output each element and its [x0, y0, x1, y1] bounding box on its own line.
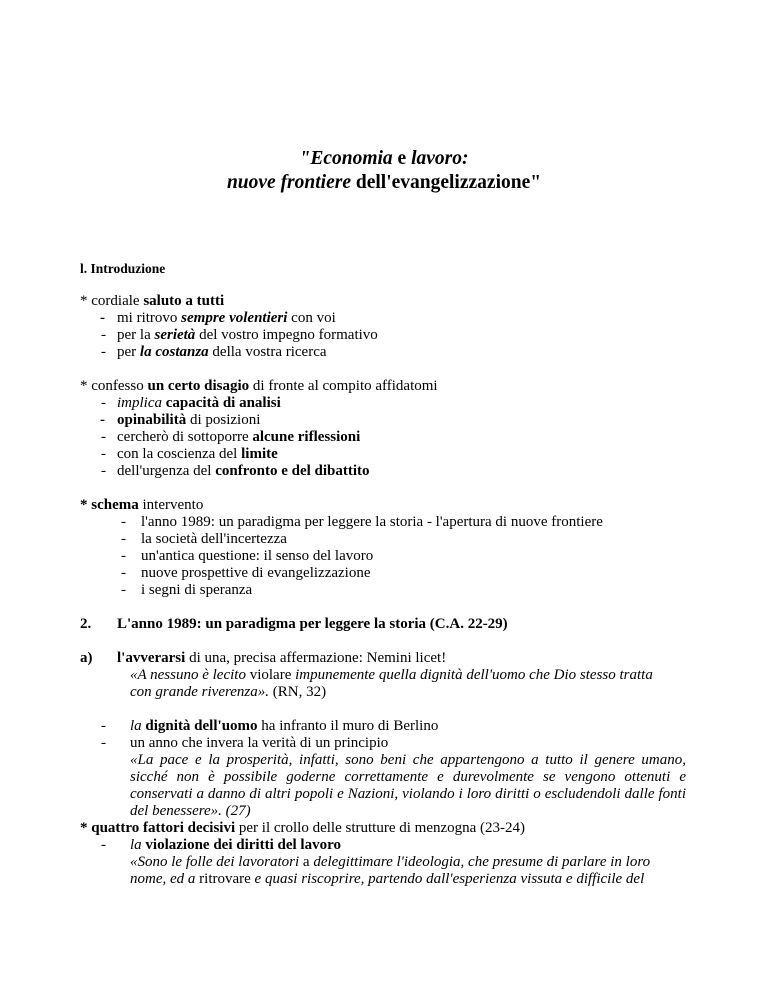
list-item-text: un anno che invera la verità di un principio: [130, 735, 389, 751]
list-item-text: cercherò di sottoporre alcune riflessioni: [117, 429, 361, 445]
list-item: [100, 310, 105, 327]
list-item: -: [101, 463, 106, 479]
title-word-economia: "Economia: [299, 148, 393, 169]
list-item-text: implica capacità di analisi: [117, 395, 281, 411]
list-item: -: [101, 735, 106, 751]
list-item: [101, 327, 106, 344]
list-item-text: un'antica questione: il senso del lavoro: [141, 548, 374, 564]
section-2-heading: L'anno 1989: un paradigma per leggere la storia (C.A. 22-29): [117, 616, 508, 632]
section-1-heading: [80, 260, 165, 277]
list-item-text: opinabilità di posizioni: [117, 412, 261, 428]
list-item: -: [121, 565, 126, 581]
list-item-text: la violazione dei diritti del lavoro: [130, 837, 341, 853]
title-nuove-frontiere: nuove frontiere: [226, 172, 351, 193]
list-item: -: [121, 548, 126, 564]
list-item-text: la dignità dell'uomo ha infranto il muro di Berlino: [130, 718, 439, 734]
list-item-text: i segni di speranza: [141, 582, 253, 598]
section-2-number: 2.: [80, 616, 92, 632]
workers-quote-line-1: «Sono le folle dei lavoratori a delegittimare l'ideologia, che presume di parlare in loro: [130, 854, 651, 870]
list-item: -: [100, 412, 105, 428]
list-item-text: per la costanza della vostra ricerca: [117, 344, 327, 360]
disagio-line: * confesso un certo disagio di fronte al compito affidatomi: [80, 378, 438, 394]
schema-line: * schema intervento: [80, 497, 204, 513]
list-item-text: dell'urgenza del confronto e del dibattito: [117, 463, 370, 479]
list-dash: -: [101, 327, 106, 343]
workers-quote-line-2: nome, ed a ritrovare e quasi riscoprire, partendo dall'esperienza vissuta e difficile del: [130, 871, 645, 887]
list-item: -: [121, 514, 126, 530]
greeting-line: [80, 293, 224, 310]
sub-a-statement: l'avverarsi di una, precisa affermazione: Nemini licet!: [117, 650, 447, 666]
list-dash: -: [100, 310, 105, 326]
list-item: [101, 344, 106, 361]
title-word-lavoro: lavoro:: [411, 148, 469, 169]
sub-a-label: a): [80, 650, 93, 666]
list-item-text: con la coscienza del limite: [117, 446, 278, 462]
list-item: -: [121, 582, 126, 598]
list-item: -: [121, 531, 126, 547]
list-item: -: [101, 837, 106, 853]
list-item: -: [101, 429, 106, 445]
list-item-text: la società dell'incertezza: [141, 531, 287, 547]
sub-a-quote-line-1: «A nessuno è lecito violare impunemente quella dignità dell'uomo che Dio stesso tratta: [130, 667, 653, 683]
list-item: -: [101, 718, 106, 734]
section-1-title: . Introduzione: [83, 261, 166, 276]
peace-quote-paragraph: «La pace e la prosperità, infatti, sono beni che appartengono a tutto il genere umano, sicché non è possibile goderne correttamente e durevolmente se vengono ottenuti e conservati a danno di altri popoli e Nazioni, violando i loro diritti o escludendoli dalle fonti del benessere». (27): [130, 752, 686, 819]
title-evangelizzazione: dell'evangelizzazione": [350, 172, 542, 193]
document-title-line-2: [0, 172, 768, 194]
sub-a-quote-line-2: con grande riverenza». (RN, 32): [130, 684, 327, 700]
list-item: -: [101, 446, 106, 462]
list-dash: -: [101, 344, 106, 360]
list-item: -: [101, 395, 106, 411]
list-item-text: per la serietà del vostro impegno formativo: [117, 327, 378, 343]
title-word-e: e: [392, 148, 412, 169]
section-1-number: l: [80, 261, 84, 276]
list-item-text: mi ritrovo sempre volentieri con voi: [117, 310, 336, 326]
document-title-line-1: [0, 148, 768, 170]
factors-line: * quattro fattori decisivi per il crollo delle strutture di menzogna (23-24): [80, 820, 526, 836]
list-item-text: l'anno 1989: un paradigma per leggere la storia - l'apertura di nuove frontiere: [141, 514, 603, 530]
greeting-star: * cordiale: [80, 293, 144, 309]
greeting-head: saluto a tutti: [143, 293, 225, 309]
list-item-text: nuove prospettive di evangelizzazione: [141, 565, 371, 581]
